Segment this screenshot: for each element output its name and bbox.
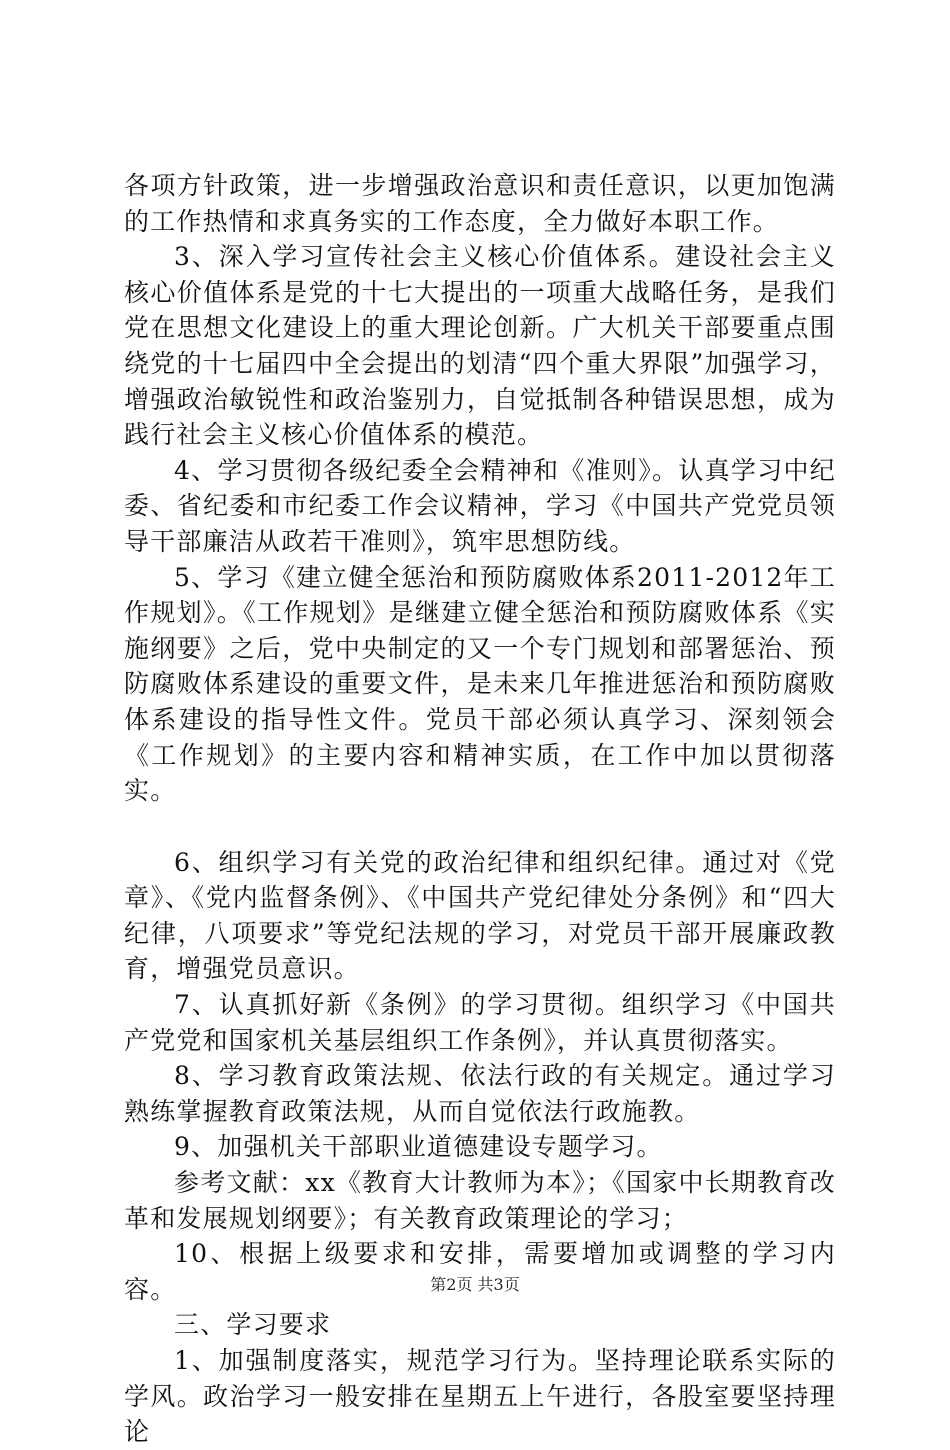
paragraph-item-8: 8、学习教育政策法规、依法行政的有关规定。通过学习熟练掌握教育政策法规，从而自觉依法行政施教。 (124, 1061, 836, 1126)
paragraph-item-3: 3、深入学习宣传社会主义核心价值体系。建设社会主义核心价值体系是党的十七大提出的一项重大战略任务，是我们党在思想文化建设上的重大理论创新。广大机关干部要重点围绕党的十七届四中全会提出的划清“四个重大界限”加强学习，增强政治敏锐性和政治鉴别力，自觉抵制各种错误思想，成为践行社会主义核心价值体系的模范。 (124, 242, 836, 450)
paragraph-requirement-1: 1、加强制度落实，规范学习行为。坚持理论联系实际的学风。政治学习一般安排在星期五上午进行，各股室要坚持理论 (124, 1346, 836, 1447)
section-heading-requirements: 三、学习要求 (174, 1310, 332, 1340)
paragraph-item-10: 10、根据上级要求和安排，需要增加或调整的学习内容。 (124, 1239, 836, 1304)
paragraph-item-7: 7、认真抓好新《条例》的学习贯彻。组织学习《中国共产党党和国家机关基层组织工作条例》，并认真贯彻落实。 (124, 990, 836, 1055)
page-footer: 第2页 共3页 (430, 1275, 520, 1294)
paragraph-references: 参考文献：xx《教育大计教师为本》；《国家中长期教育改革和发展规划纲要》；有关教育政策理论的学习； (124, 1168, 836, 1233)
paragraph-item-6: 6、组织学习有关党的政治纪律和组织纪律。通过对《党章》、《党内监督条例》、《中国共产党纪律处分条例》和“四大纪律，八项要求”等党纪法规的学习，对党员干部开展廉政教育，增强党员意识。 (124, 847, 836, 984)
paragraph-item-4: 4、学习贯彻各级纪委全会精神和《准则》。认真学习中纪委、省纪委和市纪委工作会议精神，学习《中国共产党党员领导干部廉洁从政若干准则》，筑牢思想防线。 (124, 455, 836, 556)
paragraph-item-9: 9、加强机关干部职业道德建设专题学习。 (174, 1132, 663, 1162)
document-body (124, 168, 836, 1450)
paragraph-continuation: 各项方针政策，进一步增强政治意识和责任意识，以更加饱满的工作热情和求真务实的工作态度，全力做好本职工作。 (124, 171, 836, 236)
paragraph-item-5: 5、学习《建立健全惩治和预防腐败体系2011-2012年工作规划》。《工作规划》是继建立健全惩治和预防腐败体系《实施纲要》之后，党中央制定的又一个专门规划和部署惩治、预防腐败体系建设的重要文件，是未来几年推进惩治和预防腐败体系建设的指导性文件。党员干部必须认真学习、深刻领会《工作规划》的主要内容和精神实质，在工作中加以贯彻落实。 (124, 562, 836, 806)
